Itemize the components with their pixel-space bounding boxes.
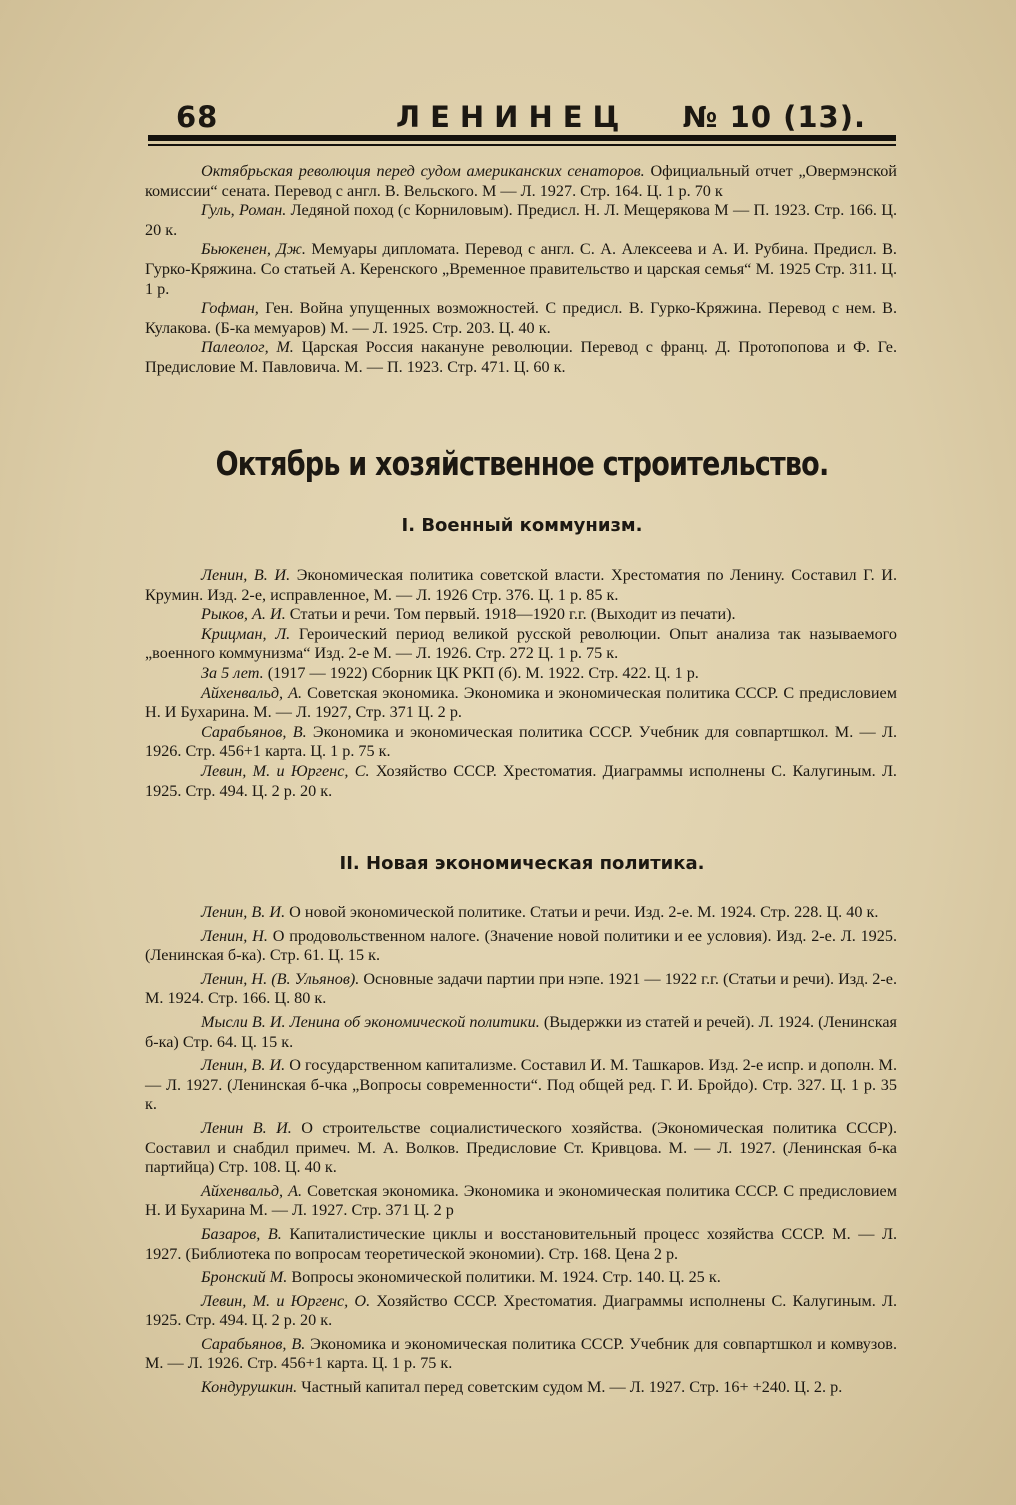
bib-entry	[145, 1378, 897, 1398]
bib-entry	[145, 162, 897, 201]
entry-text: Основные задачи партии при нэпе. 1921 — 1922 г.г. (Статьи и речи). Изд. 2-е. М. 1924. Стр. 166. Ц. 80 к.	[145, 969, 897, 1008]
entry-text: Хозяйство СССР. Хрестоматия. Диаграммы исполнены С. Калугиным. Л. 1925. Стр. 494. Ц. 2 р. 20 к.	[145, 1291, 897, 1330]
bib-entry	[145, 903, 897, 923]
entry-author: Базаров, В.	[201, 1224, 282, 1243]
entry-author: Крицман, Л.	[201, 624, 291, 643]
page-header	[148, 98, 896, 140]
section1-entries	[145, 566, 897, 801]
bib-entry	[145, 299, 897, 338]
entry-text: О новой экономической политике. Статьи и речи. Изд. 2-е. М. 1924. Стр. 228. Ц. 40 к.	[285, 903, 879, 921]
entry-author: Палеолог, М.	[201, 338, 294, 357]
entry-text: Хозяйство СССР. Хрестоматия. Диаграммы исполнены С. Калугиным. Л. 1925. Стр. 494. Ц. 2 р. 20 к.	[145, 761, 897, 800]
main-title: Октябрь и хозяйственное строительство.	[215, 444, 829, 483]
bib-entry	[145, 605, 897, 625]
bib-entry	[145, 723, 897, 762]
entry-author: Сарабьянов, В.	[201, 1334, 306, 1353]
entry-text: О продовольственном налоге. (Значение новой политики и ее условия). Изд. 2-е. Л. 1925. (Ленинская б-ка). Стр. 61. Ц. 15 к.	[145, 926, 897, 965]
header-rule	[148, 135, 896, 141]
entry-text: Экономическая политика советской власти. Хрестоматия по Ленину. Составил Г. И. Крумин. Изд. 2-е, исправленное, М. — Л. 1926 Стр. 376. Ц. 1 р. 85 к.	[145, 566, 898, 604]
entry-author: Ленин В. И.	[201, 1118, 292, 1137]
entry-text: (1917 — 1922) Сборник ЦК РКП (б). М. 1922. Стр. 422. Ц. 1 р.	[263, 663, 699, 682]
entry-text: Ледяной поход (с Корниловым). Предисл. Н. Л. Мещерякова М — П. 1923. Стр. 166. Ц. 20 к.	[145, 201, 898, 239]
top-entries	[145, 162, 897, 378]
issue-number: № 10 (13).	[682, 100, 866, 134]
entry-author: Сарабьянов, В.	[201, 722, 307, 741]
entry-author: Ленин, Н. (В. Ульянов).	[201, 969, 360, 988]
header-rule-thin	[148, 144, 896, 146]
entry-author: Кондурушкин.	[201, 1378, 298, 1397]
bib-entry	[145, 240, 897, 299]
entry-text: Статьи и речи. Том первый. 1918—1920 г.г. (Выходит из печати).	[285, 605, 736, 624]
bib-entry	[145, 1013, 897, 1052]
entry-text: Советская экономика. Экономика и экономическая политика СССР. С предисловием Н. И Бухарина. М. — Л. 1927, Стр. 371 Ц. 2 р.	[145, 683, 897, 722]
page-number: 68	[176, 100, 219, 134]
bib-entry	[145, 625, 897, 664]
bib-entry	[145, 684, 897, 723]
journal-title: ЛЕНИНЕЦ	[396, 100, 630, 134]
section-title-war-communism: I. Военный коммунизм.	[401, 515, 643, 536]
entry-author: Бронский М.	[201, 1268, 288, 1287]
entry-text: Частный капитал перед советским судом М. — Л. 1927. Стр. 16+ +240. Ц. 2. р.	[297, 1378, 843, 1397]
bib-entry	[145, 1292, 897, 1331]
entry-text: О строительстве социалистического хозяйства. (Экономическая политика СССР). Составил и снабдил примеч. М. А. Волков. Предисловие Ст. Кривцова. М. — Л. 1927. (Ленинская б-ка партийца) Стр. 108. Ц. 40 к.	[145, 1118, 897, 1177]
entry-author: Айхенвальд, А.	[201, 683, 303, 702]
bib-entry	[145, 762, 897, 801]
entry-text: Официальный отчет „Овермэнской комиссии“ сената. Перевод с англ. В. Вельского. М — Л. 1927. Стр. 164. Ц. 1 р. 70 к	[145, 162, 897, 200]
entry-author: Октябрьская революция перед судом американских сенаторов.	[201, 162, 645, 180]
entry-text: Экономика и экономическая политика СССР. Учебник для совпартшкол и комвузов. М. — Л. 1926. Стр. 456+1 карта. Ц. 1 р. 75 к.	[145, 1334, 897, 1373]
bib-entry	[145, 566, 897, 605]
entry-author: Рыков, А. И.	[201, 605, 286, 624]
entry-author: Гуль, Роман.	[201, 201, 287, 220]
entry-author: Левин, М. и Юргенс, О.	[201, 1291, 371, 1310]
entry-text: Героический период великой русской революции. Опыт анализа так называемого „военного коммунизма“ Изд. 2-е М. — Л. 1926. Стр. 272 Ц. 1 р. 75 к.	[145, 624, 897, 663]
entry-author: Бьюкенен, Дж.	[201, 240, 306, 259]
entry-author: Ленин, Н.	[201, 926, 268, 945]
bib-entry	[145, 970, 897, 1009]
entry-text: О государственном капитализме. Составил И. М. Ташкаров. Изд. 2-е испр. и дополн. М. — Л. 1927. (Ленинская б-чка „Вопросы современности“. Под общей ред. Г. И. Бройдо). Стр. 327. Ц. 1 р. 35 к.	[145, 1056, 897, 1114]
bib-entry	[145, 1182, 897, 1221]
entry-text: Советская экономика. Экономика и экономическая политика СССР. С предисловием Н. И Бухарина М. — Л. 1927. Стр. 371 Ц. 2 р	[145, 1181, 897, 1220]
entry-author: Ленин, В. И.	[201, 1056, 286, 1075]
entry-author: Ленин, В. И.	[201, 903, 286, 921]
bib-entry	[145, 664, 897, 684]
section2-entries	[145, 903, 897, 1402]
bib-entry	[145, 1225, 897, 1264]
bib-entry	[145, 1119, 897, 1178]
entry-author: Ленин, В. И.	[201, 566, 291, 584]
entry-text: Мемуары дипломата. Перевод с англ. С. А. Алексеева и А. И. Рубина. Предисл. В. Гурко-Кряжина. Со статьей А. Керенского „Временное правительство и царская семья“ М. 1925 Стр. 311. Ц. 1 р.	[145, 240, 897, 298]
bib-entry	[145, 338, 897, 377]
entry-text: Ген. Война упущенных возможностей. С предисл. В. Гурко-Кряжина. Перевод с нем. В. Кулакова. (Б-ка мемуаров) М. — Л. 1925. Стр. 203. Ц. 40 к.	[145, 299, 897, 337]
entry-author: Мысли В. И. Ленина об экономической политики.	[201, 1012, 540, 1031]
bib-entry	[145, 1335, 897, 1374]
entry-author: Гофман,	[201, 299, 259, 318]
entry-text: Вопросы экономической политики. М. 1924. Стр. 140. Ц. 25 к.	[287, 1268, 721, 1287]
entry-author: Айхенвальд, А.	[201, 1181, 303, 1200]
bib-entry	[145, 1268, 897, 1288]
entry-author: Левин, М. и Юргенс, С.	[201, 761, 370, 780]
bib-entry	[145, 1056, 897, 1115]
entry-text: Царская Россия накануне революции. Перевод с франц. Д. Протопопова и Ф. Ге. Предисловие М. Павловича. М. — П. 1923. Стр. 471. Ц. 60 к.	[145, 338, 897, 376]
entry-text: Экономика и экономическая политика СССР. Учебник для совпартшкол. М. — Л. 1926. Стр. 456+1 карта. Ц. 1 р. 75 к.	[145, 722, 897, 761]
entry-text: Капиталистические циклы и восстановительный процесс хозяйства СССР. М. — Л. 1927. (Библиотека по вопросам теоретической экономии). Стр. 168. Цена 2 р.	[145, 1224, 897, 1263]
section-title-nep: II. Новая экономическая политика.	[339, 853, 705, 874]
entry-text: (Выдержки из статей и речей). Л. 1924. (Ленинская б-ка) Стр. 64. Ц. 15 к.	[145, 1012, 897, 1051]
entry-author: За 5 лет.	[201, 663, 264, 682]
bib-entry	[145, 201, 897, 240]
bib-entry	[145, 927, 897, 966]
